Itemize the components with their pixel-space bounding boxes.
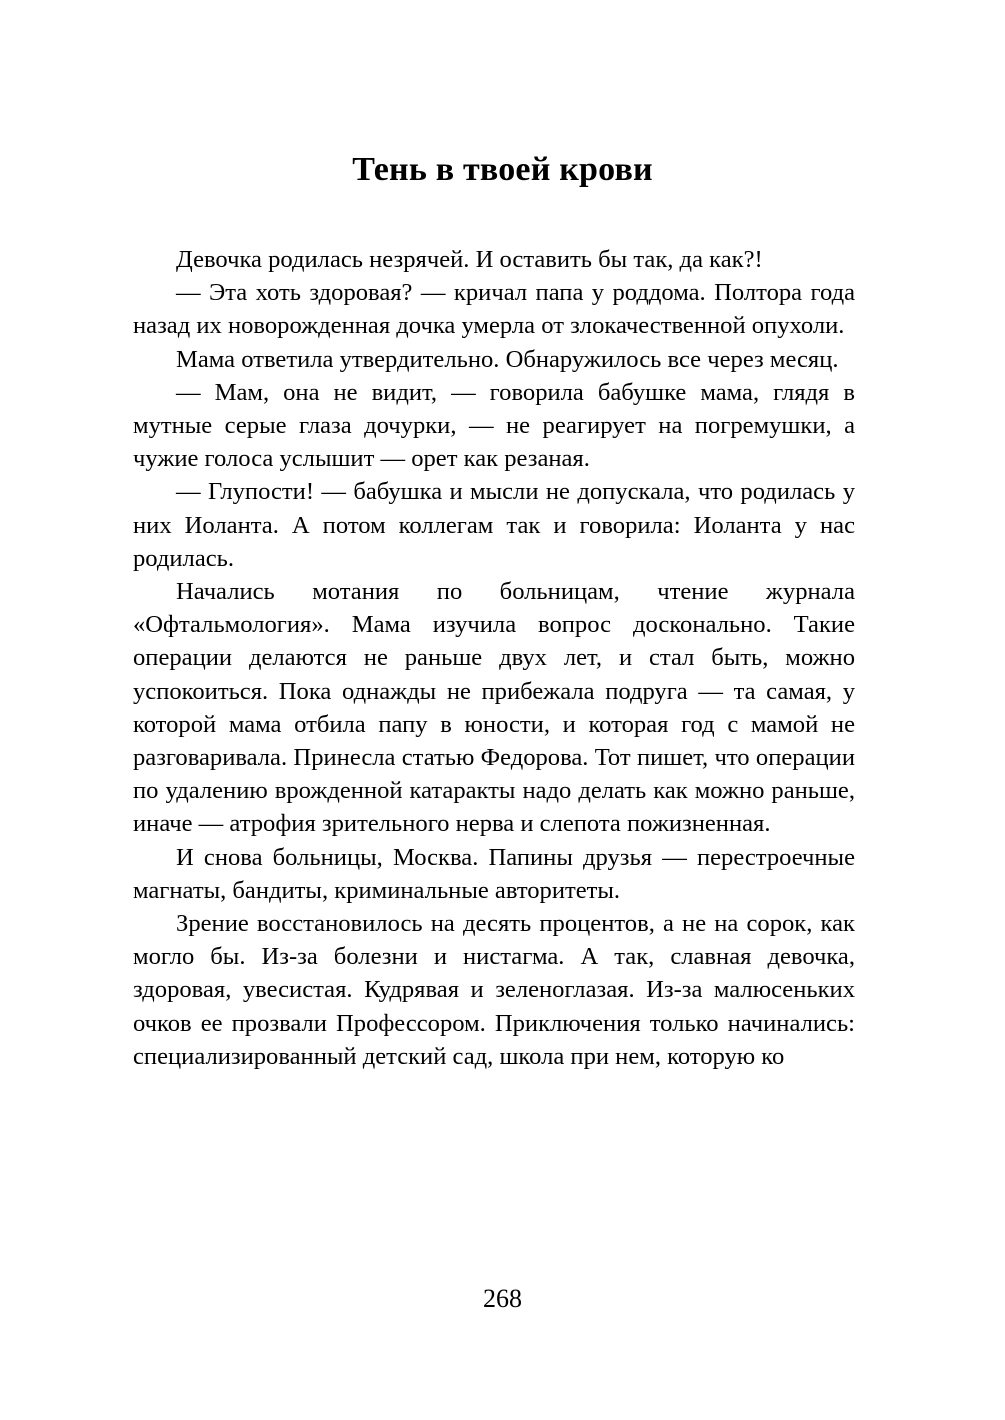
page-number: 268 (483, 1284, 522, 1313)
paragraph: Начались мотания по больницам, чтение журнала «Офтальмология». Мама изучила вопрос досконально. Такие операции делаются не раньше двух лет, и стал быть, можно успокоиться. Пока однажды не прибежала подруга — та самая, у которой мама отбила папу в юности, и которая год с мамой не разговаривала. Принесла статью Федорова. Тот пишет, что операции по удалению врожденной катаракты надо делать как можно раньше, иначе — атрофия зрительного нерва и слепота пожизненная. (133, 578, 855, 838)
body-text-block (133, 243, 855, 1073)
paragraph: Зрение восстановилось на десять процентов, а не на сорок, как могло бы. Из-за болезни и нистагма. А так, славная девочка, здоровая, увесистая. Кудрявая и зеленоглазая. Из-за малюсеньких очков ее прозвали Профессором. Приключения только начинались: специализированный детский сад, школа при нем, которую ко (133, 910, 855, 1070)
chapter-title: Тень в твоей крови (352, 150, 653, 188)
paragraph: — Мам, она не видит, — говорила бабушке мама, глядя в мутные серые глаза дочурки, — не реагирует на погремушки, а чужие голоса услышит — орет как резаная. (133, 378, 855, 473)
paragraph: — Глупости! — бабушка и мысли не допускала, что родилась у них Иоланта. А потом коллегам так и говорила: Иоланта у нас родилась. (133, 478, 855, 572)
paragraph: — Эта хоть здоровая? — кричал папа у роддома. Полтора года назад их новорожденная дочка умерла от злокачественной опухоли. (133, 279, 855, 340)
paragraph: Девочка родилась незрячей. И оставить бы так, да как?! (176, 246, 763, 273)
paragraph: И снова больницы, Москва. Папины друзья — перестроечные магнаты, бандиты, криминальные авторитеты. (133, 843, 855, 904)
paragraph: Мама ответила утвердительно. Обнаружилось все через месяц. (176, 345, 839, 373)
